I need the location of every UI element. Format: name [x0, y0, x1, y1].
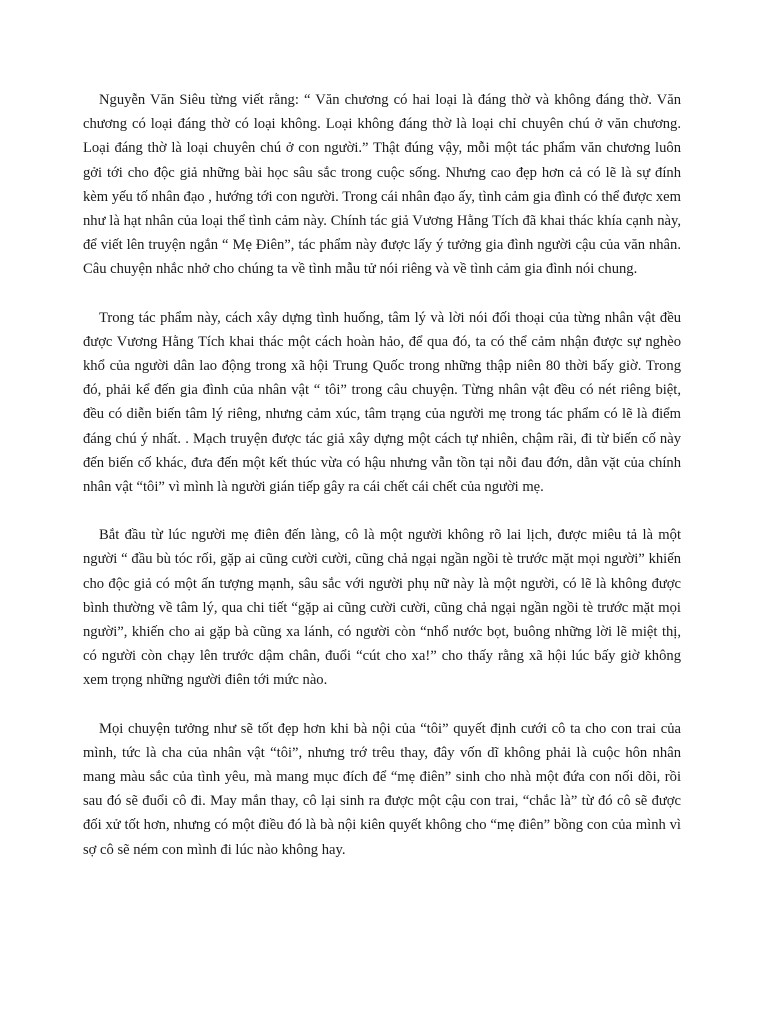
paragraph-2: Trong tác phẩm này, cách xây dựng tình huống, tâm lý và lời nói đối thoại của từng nhân vật đều được Vương Hằng Tích khai thác một cách hoàn hảo, để qua đó, ta có thể cảm nhận được sự nghèo khổ của người dân lao động trong xã hội Trung Quốc trong những thập niên 80 thời bấy giờ. Trong đó, phải kể đến gia đình của nhân vật “ tôi” trong câu chuyện. Từng nhân vật đều có nét riêng biệt, đều có diễn biến tâm lý riêng, nhưng cảm xúc, tâm trạng của người mẹ trong tác phẩm có lẽ là điểm đáng chú ý nhất. . Mạch truyện được tác giả xây dựng một cách tự nhiên, chậm rãi, đi từ biến cố này đến biến cố khác, đưa đến một kết thúc vừa có hậu nhưng vẫn tồn tại nỗi đau đớn, dằn vặt của chính nhân vật “tôi” vì mình là người gián tiếp gây ra cái chết cái chết của người mẹ.: [83, 309, 681, 496]
paragraph-4: Mọi chuyện tưởng như sẽ tốt đẹp hơn khi bà nội của “tôi” quyết định cưới cô ta cho con trai của mình, tức là cha của nhân vật “tôi”, nhưng trớ trêu thay, đây vốn dĩ không phải là cuộc hôn nhân mang màu sắc của tình yêu, mà mang mục đích để “mẹ điên” sinh cho nhà một đứa con nối dõi, rồi sau đó sẽ đuổi cô đi. May mắn thay, cô lại sinh ra được một cậu con trai, “chắc là” từ đó cô sẽ được đối xử tốt hơn, nhưng có một điều đó là bà nội kiên quyết không cho “mẹ điên” bồng con của mình vì sợ cô sẽ ném con mình đi lúc nào không hay.: [83, 720, 681, 858]
paragraph-1: Nguyễn Văn Siêu từng viết rằng: “ Văn chương có hai loại là đáng thờ và không đáng thờ. Văn chương có loại đáng thờ có loại không. Loại không đáng thờ là loại chỉ chuyên chú ở văn chương. Loại đáng thờ là loại chuyên chú ở con người.” Thật đúng vậy, mỗi một tác phẩm văn chương luôn gởi tới cho độc giả những bài học sâu sắc trong cuộc sống. Nhưng cao đẹp hơn cả có lẽ là sự đính kèm yếu tố nhân đạo , hướng tới con người. Trong cái nhân đạo ấy, tình cảm gia đình có thể được xem như là hạt nhân của loại thể tình cảm này. Chính tác giả Vương Hằng Tích đã khai thác khía cạnh này, để viết lên truyện ngắn “ Mẹ Điên”, tác phẩm này được lấy ý tưởng gia đình người cậu của văn nhân. Câu chuyện nhắc nhở cho chúng ta về tình mẫu tử nói riêng và về tình cảm gia đình nói chung.: [83, 92, 681, 278]
document-page: [83, 88, 681, 886]
paragraph-3: Bắt đầu từ lúc người mẹ điên đến làng, cô là một người không rõ lai lịch, được miêu tả là một người “ đầu bù tóc rối, gặp ai cũng cười cười, cũng chả ngại ngần ngồi tè trước mặt mọi người” khiến cho độc giả có một ấn tượng mạnh, sâu sắc với người phụ nữ này là một người, có lẽ là không được bình thường về tâm lý, qua chi tiết “gặp ai cũng cười cười, cũng chả ngại ngần ngồi tè trước mặt mọi người”, khiến cho ai gặp bà cũng xa lánh, có người còn “nhổ nước bọt, buông những lời lẽ miệt thị, có người còn chạy lên trước dậm chân, đuổi “cút cho xa!” cho thấy rằng xã hội lúc bấy giờ không xem trọng những người điên tới mức nào.: [83, 527, 681, 689]
